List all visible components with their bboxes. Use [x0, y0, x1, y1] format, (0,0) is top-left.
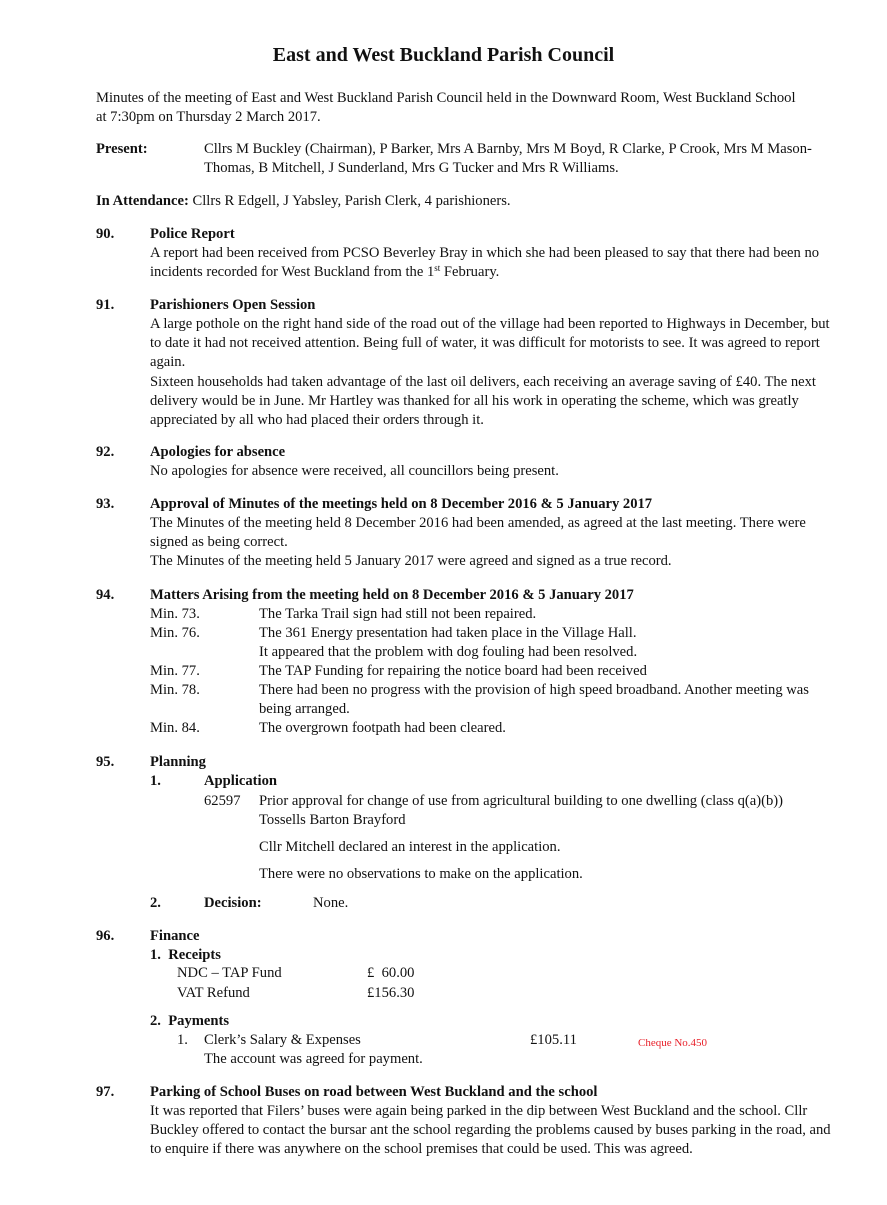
item-text-91-p1: A large pothole on the right hand side of the road out of the village had been reported to Highways in December, but to date it had not received attention. Being full of water, it was difficult for motorists to see. It was agreed to report again. — [150, 316, 830, 370]
ordinal-suffix: st — [434, 263, 441, 273]
min-ref: Min. 76. — [150, 625, 200, 641]
receipt-label: NDC – TAP Fund — [177, 965, 282, 981]
item-number-91: 91. — [96, 297, 115, 313]
min-text: The TAP Funding for repairing the notice board had been received — [259, 663, 647, 679]
item-number-94: 94. — [96, 587, 115, 603]
payment-amount: £105.11 — [530, 1032, 577, 1048]
receipt-amount: £156.30 — [367, 985, 415, 1001]
item-heading-91: Parishioners Open Session — [150, 297, 316, 313]
application-note-interest: Cllr Mitchell declared an interest in the application. — [259, 839, 561, 855]
present-label: Present: — [96, 141, 148, 157]
item-heading-96: Finance — [150, 928, 200, 944]
item-number-92: 92. — [96, 444, 115, 460]
item-text-90 — [150, 244, 840, 282]
attendance-line — [96, 192, 816, 211]
min-ref: Min. 77. — [150, 663, 200, 679]
decision-number: 2. — [150, 895, 161, 911]
min-text: There had been no progress with the provision of high speed broadband. Another meeting was being arranged. — [259, 682, 809, 717]
police-report-text-end: February. — [440, 264, 500, 280]
min-ref: Min. 78. — [150, 682, 200, 698]
item-number-93: 93. — [96, 496, 115, 512]
item-heading-93: Approval of Minutes of the meetings held on 8 December 2016 & 5 January 2017 — [150, 496, 653, 512]
payments-heading: 2. Payments — [150, 1013, 230, 1029]
decision-label: Decision: — [204, 895, 262, 911]
application-ref: 62597 — [204, 793, 241, 809]
payment-number: 1. — [177, 1032, 188, 1048]
payment-label: Clerk’s Salary & Expenses — [204, 1032, 361, 1048]
item-heading-94: Matters Arising from the meeting held on 8 December 2016 & 5 January 2017 — [150, 587, 634, 603]
item-heading-97: Parking of School Buses on road between West Buckland and the school — [150, 1084, 598, 1100]
item-number-97: 97. — [96, 1084, 115, 1100]
application-text: Prior approval for change of use from agricultural building to one dwelling (class q(a)(b)) Tossells Barton Brayford — [259, 793, 783, 828]
item-number-96: 96. — [96, 928, 115, 944]
decision-value: None. — [313, 895, 349, 911]
min-text: The Tarka Trail sign had still not been repaired. — [259, 606, 537, 622]
min-ref: Min. 73. — [150, 606, 200, 622]
item-number-95: 95. — [96, 754, 115, 770]
item-heading-95: Planning — [150, 754, 206, 770]
cheque-number: Cheque No.450 — [638, 1037, 708, 1049]
receipts-heading: 1. Receipts — [150, 947, 221, 963]
min-text: The overgrown footpath had been cleared. — [259, 720, 506, 736]
item-heading-92: Apologies for absence — [150, 444, 286, 460]
police-report-text: A report had been received from PCSO Beverley Bray in which she had been pleased to say that there had been no incidents recorded for West Buckland from the 1 — [150, 245, 820, 280]
item-heading-90: Police Report — [150, 226, 235, 242]
present-list: Cllrs M Buckley (Chairman), P Barker, Mrs A Barnby, Mrs M Boyd, R Clarke, P Crook, Mrs M Mason-Thomas, B Mitchell, J Sunderland, Mrs G Tucker and Mrs R Williams. — [204, 141, 812, 176]
application-heading: Application — [204, 773, 277, 789]
document-title: East and West Buckland Parish Council — [272, 44, 615, 66]
item-text-93-p1: The Minutes of the meeting held 8 December 2016 had been amended, as agreed at the last meeting. There were signed as being correct. — [150, 515, 806, 550]
application-number: 1. — [150, 773, 161, 789]
attendance-text: Cllrs R Edgell, J Yabsley, Parish Clerk, 4 parishioners. — [188, 193, 511, 209]
item-text-93-p2: The Minutes of the meeting held 5 January 2017 were agreed and signed as a true record. — [150, 553, 672, 569]
receipt-amount: £ 60.00 — [367, 965, 415, 981]
item-text-92: No apologies for absence were received, all councillors being present. — [150, 463, 559, 479]
intro-paragraph: Minutes of the meeting of East and West Buckland Parish Council held in the Downward Room, West Buckland School at 7:30pm on Thursday 2 March 2017. — [96, 90, 796, 125]
payment-note: The account was agreed for payment. — [204, 1051, 423, 1067]
item-text-91-p2: Sixteen households had taken advantage of the last oil delivers, each receiving an average saving of £40. The next delivery would be in June. Mr Hartley was thanked for all his work in operating the scheme, which was greatly appreciated by all who had placed their orders through it. — [150, 374, 816, 428]
application-note-observations: There were no observations to make on the application. — [259, 866, 583, 882]
min-text: The 361 Energy presentation had taken place in the Village Hall. — [259, 625, 637, 641]
min-text: It appeared that the problem with dog fouling had been resolved. — [259, 644, 638, 660]
receipt-label: VAT Refund — [177, 985, 250, 1001]
item-number-90: 90. — [96, 226, 115, 242]
min-ref: Min. 84. — [150, 720, 200, 736]
attendance-label: In Attendance: — [96, 193, 189, 209]
item-text-97: It was reported that Filers’ buses were again being parked in the dip between West Buckland and the school. Cllr Buckley offered to contact the bursar ant the school regarding the problems caused by buses parking in the road, and to enquire if there was anywhere on the school premises that could be used. This was agreed. — [150, 1103, 831, 1157]
